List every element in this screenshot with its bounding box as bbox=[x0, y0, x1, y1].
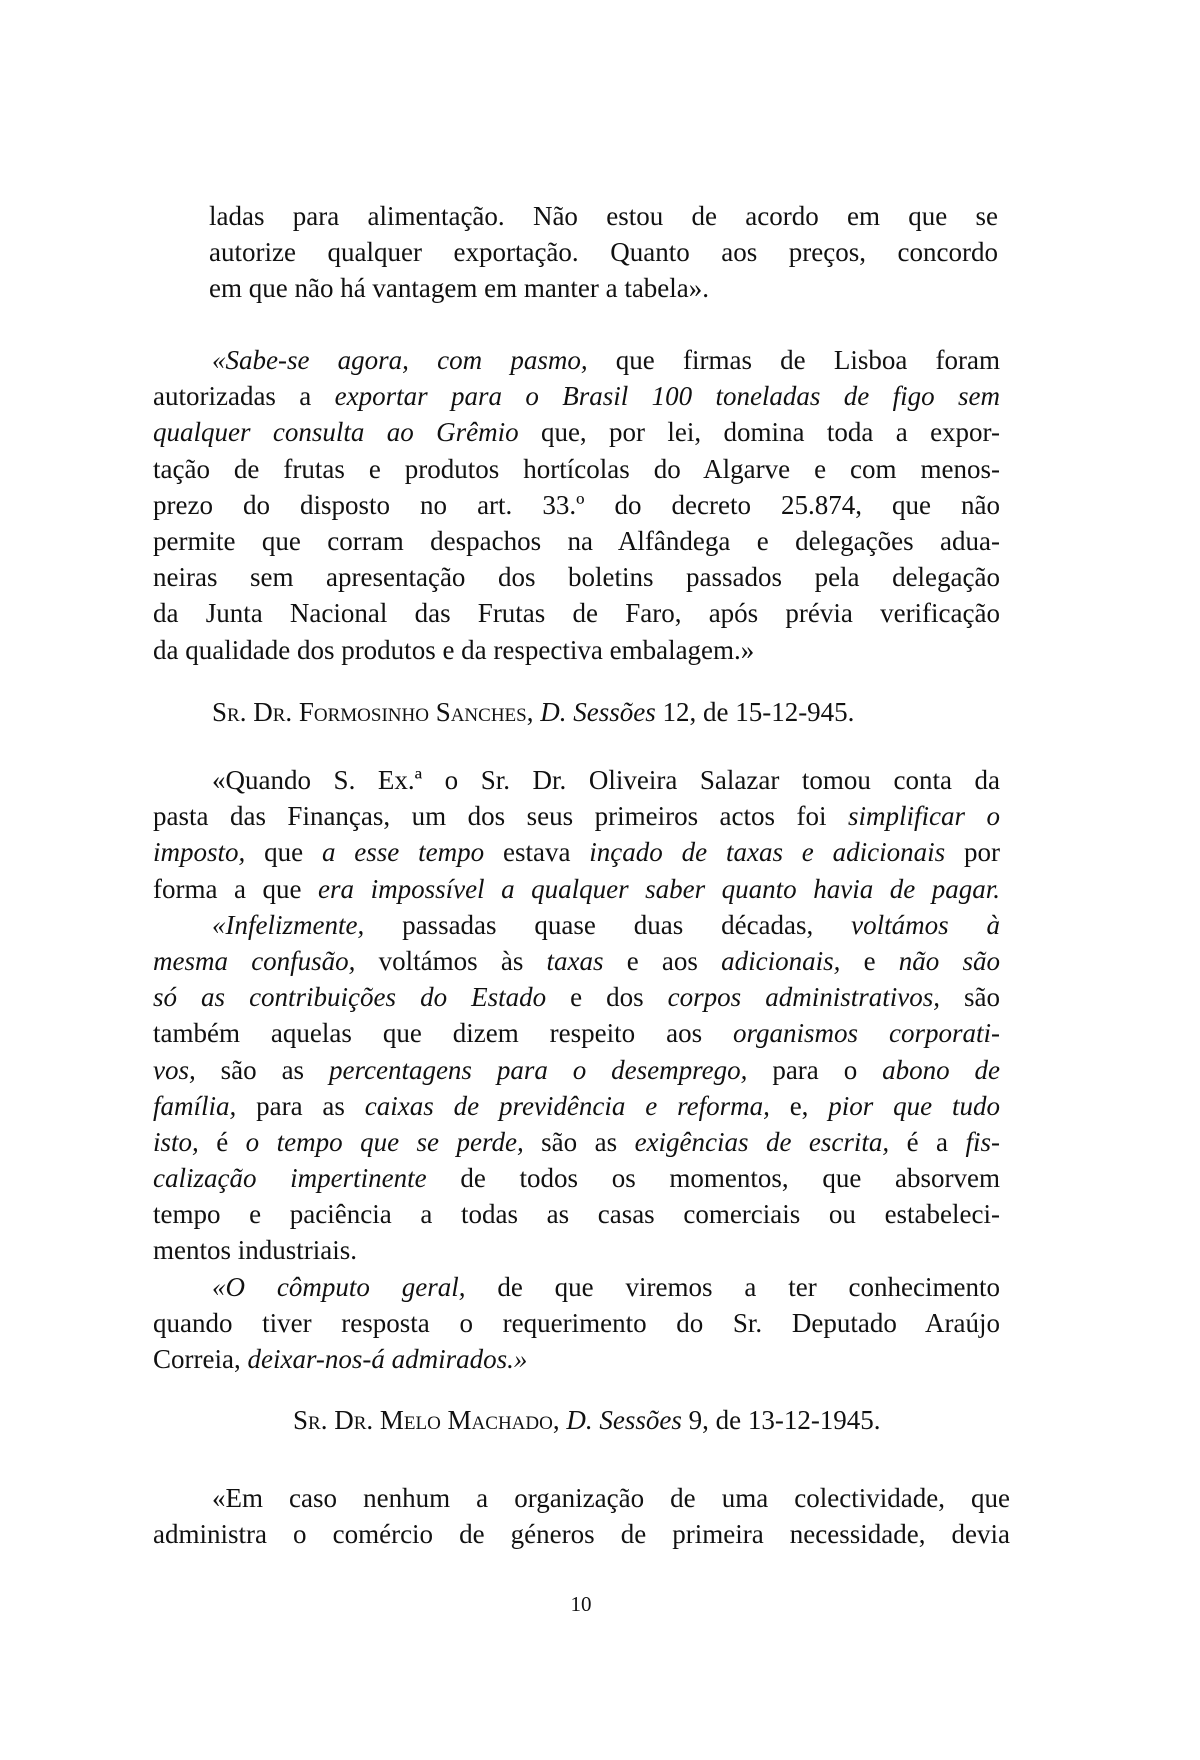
text-run: para as bbox=[236, 1090, 365, 1121]
text-run: estava bbox=[484, 837, 590, 868]
text-line bbox=[153, 342, 1000, 378]
text-run: também aquelas que dizem respeito aos bbox=[153, 1018, 734, 1049]
text-line bbox=[153, 523, 1000, 559]
text-line bbox=[153, 1052, 1000, 1088]
italic-text: isto, bbox=[153, 1126, 199, 1157]
text-line bbox=[153, 595, 1000, 631]
text-line bbox=[153, 1124, 1000, 1160]
italic-text: abono de bbox=[882, 1054, 1001, 1085]
text-run: que, por lei, domina toda a expor- bbox=[518, 417, 1000, 448]
text-run: autorizadas a bbox=[153, 381, 335, 412]
citation-detail: 12, de 15-12-945. bbox=[655, 697, 855, 727]
italic-text: vos, bbox=[153, 1054, 196, 1085]
text-run: autorize qualquer exportação. Quanto aos preços, concordo bbox=[209, 237, 998, 268]
text-line bbox=[153, 1160, 1000, 1196]
italic-text: a esse tempo bbox=[321, 837, 485, 868]
text-line bbox=[153, 1516, 1010, 1552]
italic-text: exportar para o Brasil 100 toneladas de figo sem bbox=[334, 381, 1000, 412]
italic-text: inçado de taxas e adicionais bbox=[589, 837, 946, 868]
italic-text: pior que tudo bbox=[828, 1090, 1001, 1121]
text-run: é bbox=[198, 1126, 246, 1157]
text-run: de todos os momentos, que absorvem bbox=[426, 1163, 1000, 1194]
italic-text: era impossível a qualquer saber quanto havia de pagar. bbox=[318, 873, 1001, 904]
text-run: e aos bbox=[603, 945, 722, 976]
text-line bbox=[209, 198, 998, 234]
text-line bbox=[153, 1015, 1000, 1051]
text-run: são as bbox=[523, 1126, 635, 1157]
text-line bbox=[153, 1269, 1000, 1305]
text-run: que firmas de Lisboa foram bbox=[587, 345, 1000, 375]
citation-detail: 9, de 13-12-1945. bbox=[681, 1405, 881, 1435]
citation-1 bbox=[212, 694, 854, 730]
italic-text: calização impertinente bbox=[153, 1163, 427, 1194]
paragraph-2 bbox=[153, 342, 1000, 668]
italic-text: taxas bbox=[546, 945, 604, 976]
italic-text: «O cômputo geral, bbox=[212, 1271, 466, 1302]
text-line bbox=[153, 414, 1000, 450]
text-line bbox=[153, 979, 1000, 1015]
text-line bbox=[153, 487, 1000, 523]
italic-text: organismos corporati- bbox=[733, 1018, 1000, 1049]
text-run: prezo do disposto no art. 33.º do decreto 25.874, que não bbox=[153, 489, 1000, 520]
text-run: por bbox=[945, 837, 1000, 868]
text-run: tação de frutas e produtos hortícolas do Algarve e com menos- bbox=[153, 453, 1000, 484]
text-line bbox=[209, 270, 998, 306]
text-run: administra o comércio de géneros de primeira necessidade, devia bbox=[153, 1519, 1010, 1550]
italic-text: mesma confusão, bbox=[153, 945, 356, 976]
italic-text: «Sabe-se agora, com pasmo, bbox=[212, 345, 588, 375]
text-run: são as bbox=[195, 1054, 329, 1085]
text-run: permite que corram despachos na Alfândega e delegações adua- bbox=[153, 525, 1000, 556]
text-run: de que viremos a ter conhecimento bbox=[465, 1271, 1000, 1302]
text-run: Correia, bbox=[153, 1344, 248, 1374]
text-run: e, bbox=[769, 1090, 829, 1121]
paragraph-3 bbox=[153, 762, 1000, 1377]
italic-text: qualquer consulta ao Grêmio bbox=[153, 417, 519, 448]
text-line bbox=[153, 1196, 1000, 1232]
text-run: pasta das Finanças, um dos seus primeiros actos foi bbox=[153, 801, 848, 832]
italic-text: exigências de escrita, bbox=[634, 1126, 890, 1157]
text-run: e bbox=[840, 945, 899, 976]
citation-source: D. Sessões bbox=[540, 697, 656, 727]
italic-text: adicionais, bbox=[721, 945, 841, 976]
italic-text: fis- bbox=[965, 1126, 1001, 1157]
text-line bbox=[153, 1305, 1000, 1341]
italic-text: percentagens para o desemprego, bbox=[328, 1054, 748, 1085]
paragraph-1 bbox=[209, 198, 998, 307]
italic-text: família, bbox=[153, 1090, 237, 1121]
text-run: voltámos às bbox=[355, 945, 547, 976]
citation-author: Sr. Dr. Formosinho Sanches, bbox=[212, 697, 534, 727]
text-line bbox=[153, 871, 1000, 907]
italic-text: só as contribuições do Estado bbox=[153, 982, 547, 1013]
italic-text: deixar-nos-á admirados.» bbox=[247, 1344, 528, 1374]
text-line bbox=[153, 1088, 1000, 1124]
text-run: forma a que bbox=[153, 873, 319, 904]
text-line bbox=[153, 943, 1000, 979]
text-run: da Junta Nacional das Frutas de Faro, após prévia verificação bbox=[153, 598, 1000, 629]
text-run: «Em caso nenhum a organização de uma colectividade, que bbox=[212, 1483, 1010, 1513]
italic-text: caixas de previdência e reforma, bbox=[364, 1090, 770, 1121]
text-run: da qualidade dos produtos e da respectiva embalagem.» bbox=[153, 634, 755, 665]
text-run: é a bbox=[889, 1126, 966, 1157]
text-line bbox=[153, 559, 1000, 595]
text-run: mentos industriais. bbox=[153, 1235, 357, 1266]
text-line bbox=[153, 1480, 1010, 1516]
text-run: passadas quase duas décadas, bbox=[364, 909, 852, 940]
text-run: para o bbox=[747, 1054, 883, 1085]
text-run: em que não há vantagem em manter a tabela». bbox=[209, 273, 710, 304]
text-line bbox=[153, 451, 1000, 487]
text-line bbox=[153, 762, 1000, 798]
text-line bbox=[153, 834, 1000, 870]
italic-text: simplificar o bbox=[848, 801, 1000, 832]
text-run: quando tiver resposta o requerimento do Sr. Deputado Araújo bbox=[153, 1307, 1000, 1338]
text-line bbox=[153, 1232, 1000, 1268]
text-line bbox=[153, 907, 1000, 943]
text-run: tempo e paciência a todas as casas comerciais ou estabeleci- bbox=[153, 1199, 1000, 1230]
citation-author: Sr. Dr. Melo Machado, bbox=[293, 1405, 560, 1435]
page-number: 10 bbox=[570, 1592, 592, 1616]
italic-text: não são bbox=[898, 945, 1000, 976]
text-run: e dos bbox=[546, 982, 668, 1013]
text-line bbox=[153, 632, 1000, 668]
text-run: que bbox=[245, 837, 322, 868]
text-line bbox=[153, 798, 1000, 834]
paragraph-4 bbox=[153, 1480, 1010, 1552]
text-run: «Quando S. Ex.ª o Sr. Dr. Oliveira Salazar tomou conta da bbox=[212, 765, 1000, 795]
citation-2 bbox=[293, 1402, 881, 1438]
citation-source: D. Sessões bbox=[566, 1405, 682, 1435]
text-line bbox=[153, 378, 1000, 414]
text-run: ladas para alimentação. Não estou de acordo em que se bbox=[209, 201, 998, 231]
text-line bbox=[209, 234, 998, 270]
text-run: neiras sem apresentação dos boletins passados pela delegação bbox=[153, 562, 1000, 593]
text-run: são bbox=[939, 982, 1000, 1013]
italic-text: voltámos à bbox=[851, 909, 1000, 940]
text-line bbox=[153, 1341, 1000, 1377]
italic-text: «Infelizmente, bbox=[212, 909, 365, 940]
italic-text: corpos administrativos, bbox=[667, 982, 940, 1013]
italic-text: o tempo que se perde, bbox=[245, 1126, 524, 1157]
italic-text: imposto, bbox=[153, 837, 246, 868]
